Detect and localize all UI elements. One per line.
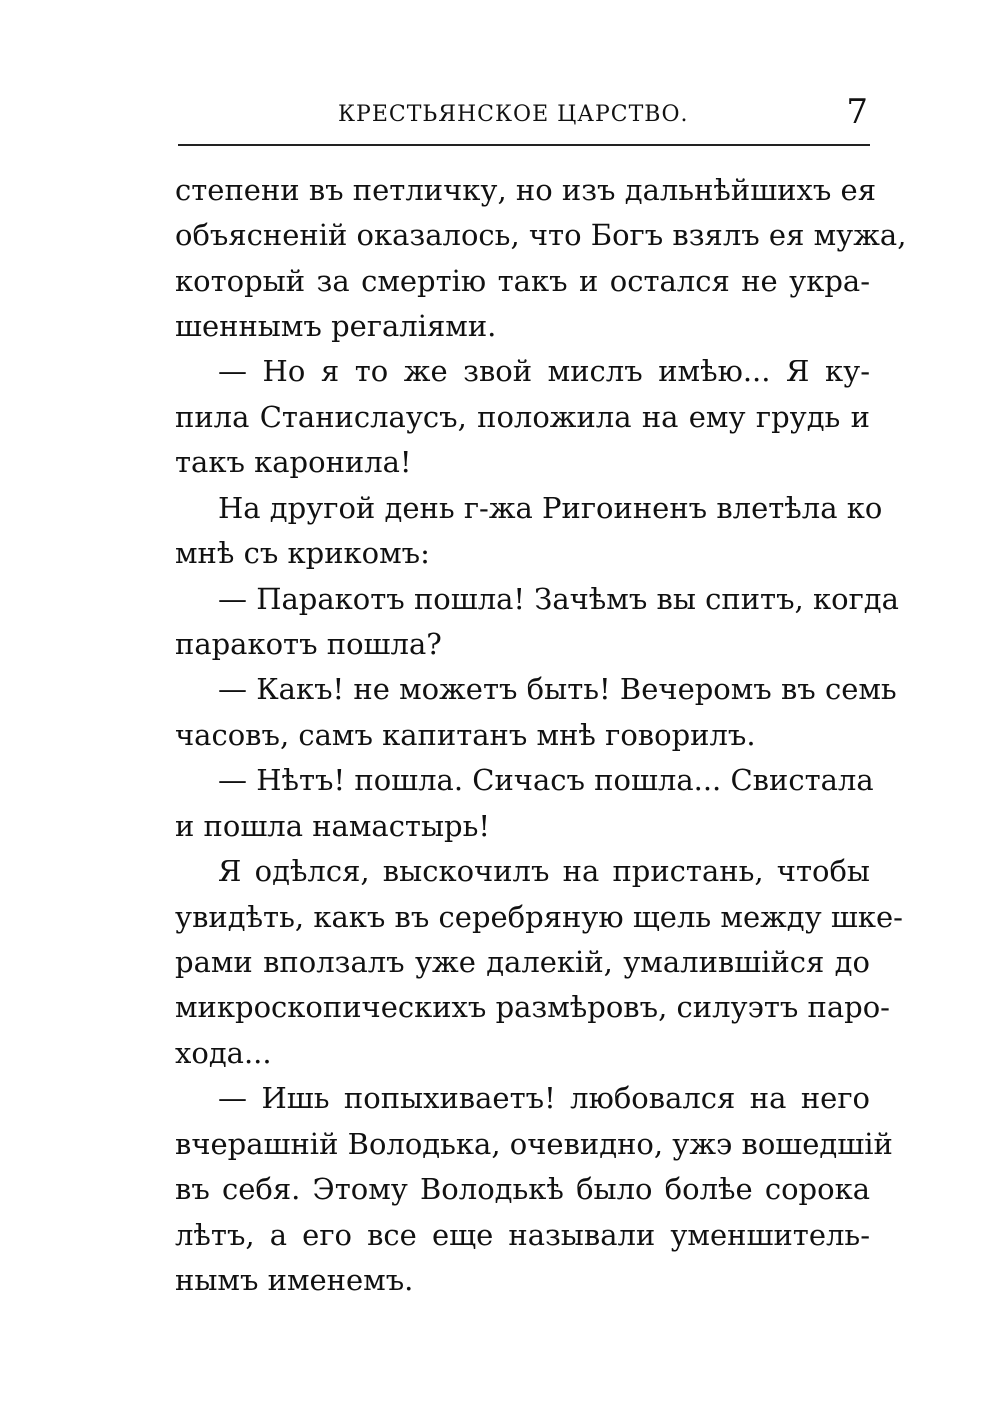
text-line: — Но я то же звой мислъ имѣю... Я ку-	[218, 354, 870, 388]
header-rule	[178, 144, 870, 146]
text-line: — Какъ! не можетъ быть! Вечеромъ въ семь	[218, 672, 897, 706]
text-line: который за смертію такъ и остался не укра-	[175, 264, 870, 298]
text-line: лѣтъ, а его все еще называли уменшитель-	[175, 1218, 870, 1252]
page-header	[178, 92, 870, 144]
text-line: пила Станислаусъ, положила на ему грудь и	[175, 400, 870, 434]
text-line: объясненій оказалось, что Богъ взялъ ея мужа,	[175, 218, 907, 252]
text-line: хода...	[175, 1036, 272, 1070]
text-line: нымъ именемъ.	[175, 1263, 414, 1297]
text-line: — Ишь попыхиваетъ! любовался на него	[218, 1081, 870, 1115]
text-line: въ себя. Этому Володькѣ было болѣе сорока	[175, 1172, 870, 1206]
text-line: вчерашній Володька, очевидно, ужэ вошедшій	[175, 1127, 893, 1161]
text-line: паракотъ пошла?	[175, 627, 442, 661]
text-line: микроскопическихъ размѣровъ, силуэтъ паро-	[175, 990, 890, 1024]
text-line: шеннымъ регаліями.	[175, 309, 497, 343]
text-line: часовъ, самъ капитанъ мнѣ говорилъ.	[175, 718, 756, 752]
text-line: увидѣть, какъ въ серебряную щель между шке-	[175, 900, 903, 934]
text-line: такъ каронила!	[175, 445, 412, 479]
text-line: рами вползалъ уже далекій, умалившійся до	[175, 945, 870, 979]
text-line: и пошла намастырь!	[175, 809, 491, 843]
page-number: 7	[846, 92, 868, 132]
text-line: Я одѣлся, выскочилъ на пристань, чтобы	[218, 854, 870, 888]
text-line: — Паракотъ пошла! Зачѣмъ вы спитъ, когда	[218, 582, 899, 616]
text-line: мнѣ съ крикомъ:	[175, 536, 430, 570]
text-line: степени въ петличку, но изъ дальнѣйшихъ ея	[175, 173, 876, 207]
text-line: — Нѣтъ! пошла. Сичасъ пошла... Свистала	[218, 763, 874, 797]
text-line: На другой день г-жа Ригоиненъ влетѣла ко	[218, 491, 883, 525]
running-title: КРЕСТЬЯНСКОЕ ЦАРСТВО.	[338, 102, 689, 127]
